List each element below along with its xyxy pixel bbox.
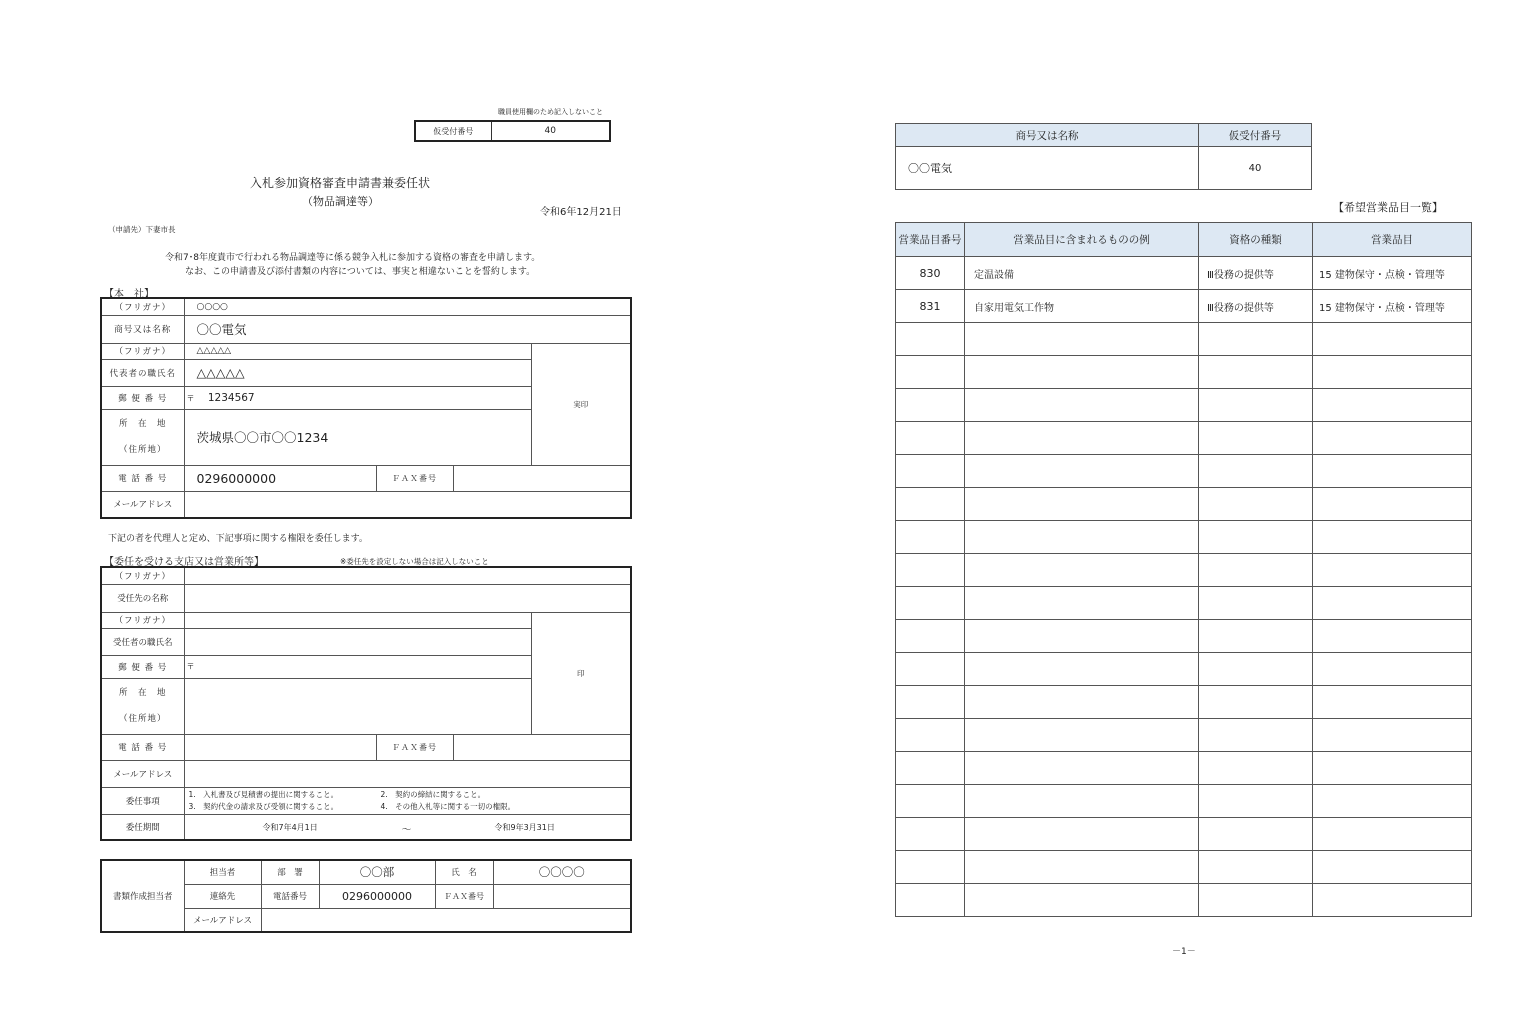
hq-rep-furigana-value[interactable]: △△△△△ (184, 343, 531, 359)
branch-postal-mark: 〒 (186, 662, 195, 671)
item-number-cell[interactable] (896, 554, 965, 587)
hq-furigana-label: （フリガナ） (101, 298, 184, 315)
item-category-cell[interactable] (1313, 554, 1472, 587)
item-category-cell[interactable] (1313, 719, 1472, 752)
item-number-header: 営業品目番号 (896, 223, 965, 257)
preparer-fax-value[interactable] (493, 884, 631, 908)
hq-name-value[interactable]: 〇〇電気 (184, 315, 631, 343)
table-row (896, 257, 1472, 290)
item-examples-cell[interactable] (965, 752, 1199, 785)
table-row (896, 488, 1472, 521)
item-examples-header: 営業品目に含まれるものの例 (965, 223, 1199, 257)
hq-postal-label: 郵 便 番 号 (101, 386, 184, 409)
qualification-type-cell[interactable] (1199, 323, 1313, 356)
item-number-cell[interactable] (896, 785, 965, 818)
qualification-type-cell[interactable] (1199, 554, 1313, 587)
application-date: 令和6年12月21日 (540, 207, 622, 218)
item-number-cell[interactable] (896, 356, 965, 389)
hq-phone-label: 電 話 番 号 (101, 465, 184, 491)
table-row (896, 389, 1472, 422)
branch-address-label-2: （住所地） (118, 714, 167, 724)
item-number-cell[interactable] (896, 686, 965, 719)
page-number: －1－ (1172, 947, 1196, 957)
addressee: （申請先）下妻市長 (108, 225, 176, 234)
item-category-cell[interactable] (1313, 752, 1472, 785)
branch-name-value[interactable] (184, 584, 631, 612)
hq-email-value[interactable] (184, 491, 631, 518)
item-category-cell[interactable] (1313, 356, 1472, 389)
item-category-cell[interactable] (1313, 653, 1472, 686)
page-subtitle: （物品調達等） (302, 195, 379, 208)
item-category-cell[interactable] (1313, 323, 1472, 356)
period-separator: ～ (401, 824, 412, 836)
branch-address-value[interactable] (184, 678, 531, 734)
preparer-name-label: 氏 名 (435, 860, 493, 884)
item-category-cell[interactable] (1313, 851, 1472, 884)
headquarters-section-title: 【本 社】 (104, 289, 154, 300)
declaration-line-2: なお、この申請書及び添付書類の内容については、事実と相違ないことを誓約します。 (185, 267, 536, 277)
period-start: 令和7年4月1日 (262, 822, 318, 832)
branch-fax-label: ＦＡＸ番号 (376, 734, 453, 760)
qualification-type-cell[interactable] (1199, 521, 1313, 554)
item-category-cell[interactable] (1313, 455, 1472, 488)
matter-1: 1. 入札書及び見積書の提出に関すること。 (188, 789, 339, 799)
item-category-cell[interactable] (1313, 587, 1472, 620)
branch-period (184, 814, 631, 840)
hq-phone-value[interactable]: 0296000000 (184, 465, 376, 491)
hq-email-label: メールアドレス (101, 491, 184, 518)
table-row (896, 587, 1472, 620)
qualification-type-cell[interactable] (1199, 455, 1313, 488)
branch-rep-value[interactable] (184, 628, 531, 655)
item-examples-cell[interactable] (965, 455, 1199, 488)
qualification-type-cell[interactable] (1199, 818, 1313, 851)
table-row (896, 851, 1472, 884)
summary-number-header: 仮受付番号 (1199, 124, 1312, 147)
item-number-cell[interactable] (896, 851, 965, 884)
item-number-cell[interactable] (896, 719, 965, 752)
preparer-phone-label: 電話番号 (261, 884, 319, 908)
branch-matters (184, 787, 631, 814)
preparer-fax-label: ＦＡＸ番号 (435, 884, 493, 908)
branch-rep-furigana-label: （フリガナ） (101, 612, 184, 628)
items-title: 【希望営業品目一覧】 (1333, 201, 1443, 214)
summary-name-value[interactable]: 〇〇電気 (896, 147, 1199, 190)
item-number-cell[interactable] (896, 389, 965, 422)
branch-postal-field[interactable] (184, 655, 531, 678)
hq-postal-field[interactable] (184, 386, 531, 409)
qualification-type-cell[interactable] (1199, 422, 1313, 455)
table-row (896, 884, 1472, 917)
branch-note: ※委任先を設定しない場合は記入しないこと (340, 557, 489, 566)
table-row (896, 719, 1472, 752)
preparer-table (100, 859, 632, 933)
branch-email-label: メールアドレス (101, 760, 184, 787)
branch-furigana-value[interactable] (184, 567, 631, 584)
branch-fax-value[interactable] (453, 734, 631, 760)
qualification-type-cell[interactable] (1199, 686, 1313, 719)
preparer-email-value[interactable] (261, 908, 631, 932)
qualification-type-cell[interactable] (1199, 884, 1313, 917)
table-row (896, 818, 1472, 851)
branch-address-label (101, 678, 184, 734)
item-examples-cell[interactable] (965, 686, 1199, 719)
item-category-cell[interactable] (1313, 818, 1472, 851)
branch-period-label: 委任期間 (101, 814, 184, 840)
period-end: 令和9年3月31日 (494, 822, 555, 832)
item-number-cell[interactable] (896, 422, 965, 455)
hq-postal-value: 1234567 (207, 391, 255, 404)
table-row (896, 554, 1472, 587)
item-examples-cell[interactable] (965, 323, 1199, 356)
qualification-type-cell[interactable] (1199, 752, 1313, 785)
item-category-cell[interactable] (1313, 488, 1472, 521)
qualification-type-cell[interactable]: Ⅲ役務の提供等 (1199, 257, 1313, 290)
item-number-cell[interactable]: 831 (896, 290, 965, 323)
page-title: 入札参加資格審査申請書兼委任状 (250, 176, 431, 190)
item-category-cell[interactable]: 15 建物保守・点検・管理等 (1313, 257, 1472, 290)
hq-address-label-2: （住所地） (118, 445, 167, 455)
qualification-type-cell[interactable] (1199, 356, 1313, 389)
hq-furigana-value[interactable]: ○○○○ (184, 298, 631, 315)
qualification-type-cell[interactable] (1199, 851, 1313, 884)
branch-postal-label: 郵 便 番 号 (101, 655, 184, 678)
preparer-email-label: メールアドレス (184, 908, 261, 932)
preparer-contact-label: 連絡先 (184, 884, 261, 908)
item-number-cell[interactable] (896, 488, 965, 521)
table-row (896, 785, 1472, 818)
item-examples-cell[interactable] (965, 719, 1199, 752)
item-category-cell[interactable]: 15 建物保守・点検・管理等 (1313, 290, 1472, 323)
qualification-type-cell[interactable] (1199, 653, 1313, 686)
branch-section-title: 【委任を受ける支店又は営業所等】 (104, 557, 264, 568)
item-number-cell[interactable] (896, 455, 965, 488)
qualification-type-cell[interactable] (1199, 620, 1313, 653)
branch-rep-furigana-value[interactable] (184, 612, 531, 628)
branch-name-label: 受任先の名称 (101, 584, 184, 612)
office-use-value[interactable]: 40 (491, 121, 610, 141)
branch-rep-label: 受任者の職氏名 (101, 628, 184, 655)
company-summary-table (895, 123, 1312, 190)
item-examples-cell[interactable] (965, 521, 1199, 554)
item-category-cell[interactable] (1313, 389, 1472, 422)
table-row (896, 653, 1472, 686)
branch-phone-label: 電 話 番 号 (101, 734, 184, 760)
item-examples-cell[interactable] (965, 488, 1199, 521)
hq-rep-value[interactable]: △△△△△ (184, 359, 531, 386)
declaration-line-1: 令和7･8年度貴市で行われる物品調達等に係る競争入札に参加する資格の審査を申請します。 (165, 253, 541, 263)
item-number-cell[interactable] (896, 818, 965, 851)
summary-number-value[interactable]: 40 (1199, 147, 1312, 190)
hq-address-value[interactable]: 茨城県〇〇市〇〇1234 (184, 409, 531, 465)
qualification-type-cell[interactable] (1199, 587, 1313, 620)
qualification-type-header: 資格の種類 (1199, 223, 1313, 257)
item-category-cell[interactable] (1313, 620, 1472, 653)
item-category-header: 営業品目 (1313, 223, 1472, 257)
hq-fax-label: ＦＡＸ番号 (376, 465, 453, 491)
qualification-type-cell[interactable] (1199, 719, 1313, 752)
hq-rep-furigana-label: （フリガナ） (101, 343, 184, 359)
item-category-cell[interactable] (1313, 884, 1472, 917)
hq-fax-value[interactable] (453, 465, 631, 491)
preparer-person-label: 担当者 (184, 860, 261, 884)
hq-address-label (101, 409, 184, 465)
branch-address-label-1: 所 在 地 (118, 688, 167, 698)
item-examples-cell[interactable] (965, 554, 1199, 587)
table-row (896, 752, 1472, 785)
qualification-type-cell[interactable] (1199, 785, 1313, 818)
item-examples-cell[interactable] (965, 818, 1199, 851)
matter-3: 3. 契約代金の請求及び受領に関すること。 (188, 801, 339, 811)
item-category-cell[interactable] (1313, 521, 1472, 554)
item-category-cell[interactable] (1313, 785, 1472, 818)
branch-email-value[interactable] (184, 760, 631, 787)
item-examples-cell[interactable] (965, 422, 1199, 455)
item-number-cell[interactable] (896, 587, 965, 620)
item-number-cell[interactable]: 830 (896, 257, 965, 290)
branch-table (100, 566, 632, 841)
hq-rep-label: 代表者の職氏名 (101, 359, 184, 386)
matter-4: 4. その他入札等に関する一切の権限。 (380, 801, 516, 811)
items-table (895, 222, 1472, 917)
preparer-dept-label: 部 署 (261, 860, 319, 884)
branch-seal: 印 (531, 612, 631, 734)
qualification-type-cell[interactable] (1199, 488, 1313, 521)
item-examples-cell[interactable] (965, 356, 1199, 389)
qualification-type-cell[interactable]: Ⅲ役務の提供等 (1199, 290, 1313, 323)
hq-address-label-1: 所 在 地 (118, 419, 167, 429)
item-number-cell[interactable] (896, 521, 965, 554)
headquarters-table (100, 297, 632, 519)
table-row (896, 356, 1472, 389)
hq-seal: 実印 (531, 343, 631, 465)
item-category-cell[interactable] (1313, 686, 1472, 719)
item-number-cell[interactable] (896, 752, 965, 785)
item-examples-cell[interactable] (965, 653, 1199, 686)
item-category-cell[interactable] (1313, 422, 1472, 455)
office-use-note: 職員使用欄のため記入しないこと (498, 108, 603, 116)
branch-matters-label: 委任事項 (101, 787, 184, 814)
item-examples-cell[interactable] (965, 620, 1199, 653)
matter-2: 2. 契約の締結に関すること。 (380, 789, 486, 799)
qualification-type-cell[interactable] (1199, 389, 1313, 422)
branch-phone-value[interactable] (184, 734, 376, 760)
preparer-name-value[interactable]: 〇〇〇〇 (493, 860, 631, 884)
table-row (896, 323, 1472, 356)
item-examples-cell[interactable] (965, 389, 1199, 422)
table-row (896, 521, 1472, 554)
item-examples-cell[interactable] (965, 587, 1199, 620)
item-number-cell[interactable] (896, 653, 965, 686)
summary-name-header: 商号又は名称 (896, 124, 1199, 147)
table-row (896, 686, 1472, 719)
table-row (896, 422, 1472, 455)
table-row (896, 290, 1472, 323)
table-row (896, 620, 1472, 653)
preparer-phone-value[interactable]: 0296000000 (319, 884, 435, 908)
office-use-box (414, 120, 611, 142)
delegation-statement: 下記の者を代理人と定め、下記事項に関する権限を委任します。 (108, 534, 368, 544)
hq-name-label: 商号又は名称 (101, 315, 184, 343)
item-number-cell[interactable] (896, 323, 965, 356)
item-examples-cell[interactable] (965, 785, 1199, 818)
preparer-label: 書類作成担当者 (101, 860, 184, 932)
preparer-dept-value[interactable]: 〇〇部 (319, 860, 435, 884)
item-examples-cell[interactable]: 定温設備 (965, 257, 1199, 290)
item-number-cell[interactable] (896, 620, 965, 653)
item-number-cell[interactable] (896, 884, 965, 917)
item-examples-cell[interactable] (965, 884, 1199, 917)
office-use-label: 仮受付番号 (415, 121, 491, 141)
branch-furigana-label: （フリガナ） (101, 567, 184, 584)
item-examples-cell[interactable]: 自家用電気工作物 (965, 290, 1199, 323)
postal-mark: 〒 (186, 393, 195, 403)
item-examples-cell[interactable] (965, 851, 1199, 884)
table-row (896, 455, 1472, 488)
